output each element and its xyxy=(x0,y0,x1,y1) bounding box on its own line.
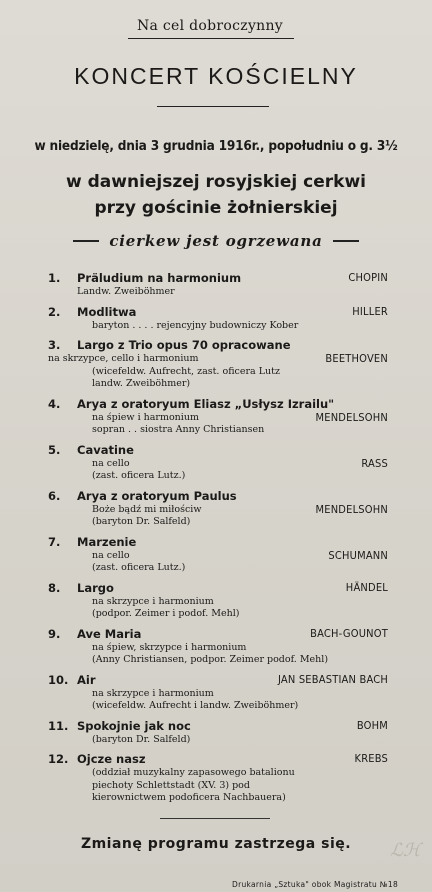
program-item-number: 12. xyxy=(48,752,69,766)
program-item-title: Präludium na harmonium xyxy=(77,271,242,285)
heated-note-row xyxy=(0,232,432,250)
program-item-detail: sopran . . siostra Anny Christiansen xyxy=(92,424,265,435)
program-item xyxy=(48,305,388,333)
program-item-composer: MENDELSOHN xyxy=(315,410,388,424)
program-item xyxy=(48,673,388,713)
program-item-number: 3. xyxy=(48,338,61,352)
program-item-detail: (podpor. Zeimer i podof. Mehl) xyxy=(92,608,240,619)
program-item-detail: na śpiew, skrzypce i harmonium xyxy=(92,641,247,653)
program-item-title: Arya z oratoryum Eliasz „Usłysz Izrailu" xyxy=(77,396,335,411)
program-detail-row xyxy=(48,767,388,780)
program-item-number: 2. xyxy=(48,304,61,319)
program-item-title: Modlitwa xyxy=(77,304,137,319)
program-detail-row xyxy=(48,688,388,701)
program-list xyxy=(48,271,388,811)
program-item-detail: (wicefeldw. Aufrecht, zast. oficera Lutz xyxy=(92,365,280,377)
program-item-composer: MENDELSOHN xyxy=(315,502,388,516)
program-item xyxy=(48,719,388,747)
program-item-composer: CHOPIN xyxy=(348,271,388,284)
program-detail-row xyxy=(48,412,388,425)
program-item-detail: (wicefeldw. Aufrecht i landw. Zweiböhmer) xyxy=(92,700,299,711)
program-item-detail: kierownictwem podoficera Nachbauera) xyxy=(92,792,286,803)
program-item-detail: na skrzypce, cello i harmonium xyxy=(48,353,199,364)
program-item-number: 4. xyxy=(48,396,61,411)
program-item-detail: na skrzypce i harmonium xyxy=(92,687,214,699)
program-item xyxy=(48,397,388,437)
program-detail-row xyxy=(48,642,388,655)
program-detail-row xyxy=(48,596,388,609)
program-item-number: 5. xyxy=(48,442,61,457)
page-title: KONCERT KOŚCIELNY xyxy=(74,63,358,89)
program-detail-row xyxy=(48,470,388,483)
program-item-number: 10. xyxy=(48,672,69,687)
program-item-title: Cavatine xyxy=(77,442,134,457)
title-rule xyxy=(157,106,269,107)
program-notice: Zmianę programu zastrzega się. xyxy=(80,836,352,852)
program-item-composer: SCHUMANN xyxy=(328,548,388,562)
program-item-composer: BOHM xyxy=(356,718,388,732)
program-detail-row xyxy=(48,562,388,575)
program-item xyxy=(48,271,388,299)
program-item xyxy=(48,338,388,391)
program-item-detail: piechoty Schlettstadt (XV. 3) pod xyxy=(92,779,250,791)
program-item-number: 1. xyxy=(48,271,61,285)
program-item-detail: baryton . . . . rejencyjny budowniczy Kober xyxy=(92,319,299,331)
program-detail-row xyxy=(48,654,388,667)
program-item-title: Spokojnie jak noc xyxy=(77,718,191,733)
program-item-composer: KREBS xyxy=(354,752,388,765)
program-item-title: Largo xyxy=(77,580,114,595)
program-detail-row xyxy=(48,734,388,747)
program-item-number: 9. xyxy=(48,626,61,641)
program-item-detail: na skrzypce i harmonium xyxy=(92,595,214,607)
monogram-watermark: ℒℋ xyxy=(390,840,421,861)
program-item-composer: BEETHOVEN xyxy=(325,352,388,365)
heated-note: cierkew jest ogrzewana xyxy=(109,232,323,250)
program-detail-row xyxy=(48,378,388,391)
program-item-detail: na śpiew i harmonium xyxy=(92,411,199,423)
program-detail-row xyxy=(48,550,388,563)
printer-imprint: Drukarnia „Sztuka" obok Magistratu №18 xyxy=(232,880,399,889)
program-detail-row xyxy=(48,353,388,366)
program-item-detail: (baryton Dr. Salfeld) xyxy=(92,516,191,527)
program-item-composer: BACH-GOUNOT xyxy=(310,626,388,640)
program-item-title: Ave Maria xyxy=(77,626,142,641)
program-item-detail: (oddział muzykalny zapasowego batalionu xyxy=(92,767,295,778)
venue-line-1: w dawniejszej rosyjskiej cerkwi xyxy=(66,172,366,192)
program-item-detail: Landw. Zweiböhmer xyxy=(77,286,175,297)
program-detail-row xyxy=(48,458,388,471)
program-detail-row xyxy=(48,424,388,437)
program-item-detail: (zast. oficera Lutz.) xyxy=(92,562,186,573)
program-detail-row xyxy=(48,792,388,805)
program-item-detail: (Anny Christiansen, podpor. Zeimer podof. Mehl) xyxy=(92,654,329,665)
program-detail-row xyxy=(48,320,388,333)
program-item-detail: na cello xyxy=(92,549,130,561)
program-item xyxy=(48,752,388,805)
program-item-number: 11. xyxy=(48,718,69,733)
program-detail-row xyxy=(48,504,388,517)
program-item xyxy=(48,627,388,667)
program-detail-row xyxy=(48,286,388,299)
program-item-composer: HILLER xyxy=(352,304,388,318)
program-item-number: 6. xyxy=(48,488,61,503)
program-item xyxy=(48,443,388,483)
program-item-detail: Boże bądź mi miłościw xyxy=(92,503,202,515)
venue-line-2: przy gościnie żołnierskiej xyxy=(94,198,338,218)
program-item-composer: JAN SEBASTIAN BACH xyxy=(277,672,388,686)
program-item-title: Arya z oratoryum Paulus xyxy=(77,488,237,503)
charity-line: Na cel dobroczynny xyxy=(136,18,284,34)
program-item-title: Largo z Trio opus 70 opracowane xyxy=(77,338,291,352)
program-item-detail: landw. Zweiböhmer) xyxy=(92,378,191,389)
program-detail-row xyxy=(48,516,388,529)
left-dash xyxy=(73,240,99,242)
program-detail-row xyxy=(48,366,388,379)
program-detail-row xyxy=(48,700,388,713)
program-detail-row xyxy=(48,608,388,621)
program-item-composer: RASS xyxy=(361,456,388,470)
program-detail-row xyxy=(48,780,388,793)
program-item xyxy=(48,581,388,621)
right-dash xyxy=(333,240,359,242)
footer-rule xyxy=(160,818,270,819)
program-item-title: Ojcze nasz xyxy=(77,752,146,766)
top-rule xyxy=(128,38,294,39)
program-item-title: Marzenie xyxy=(77,534,137,549)
program-item xyxy=(48,489,388,529)
program-item-number: 8. xyxy=(48,580,61,595)
program-item-composer: HÄNDEL xyxy=(345,580,388,594)
program-item-detail: (baryton Dr. Salfeld) xyxy=(92,733,191,745)
program-item-detail: (zast. oficera Lutz.) xyxy=(92,470,186,481)
program-item-number: 7. xyxy=(48,534,61,549)
program-item-title: Air xyxy=(77,672,96,687)
program-item xyxy=(48,535,388,575)
date-line: w niedzielę, dnia 3 grudnia 1916r., popołudniu o g. 3½ xyxy=(34,138,398,154)
program-item-detail: na cello xyxy=(92,457,130,469)
